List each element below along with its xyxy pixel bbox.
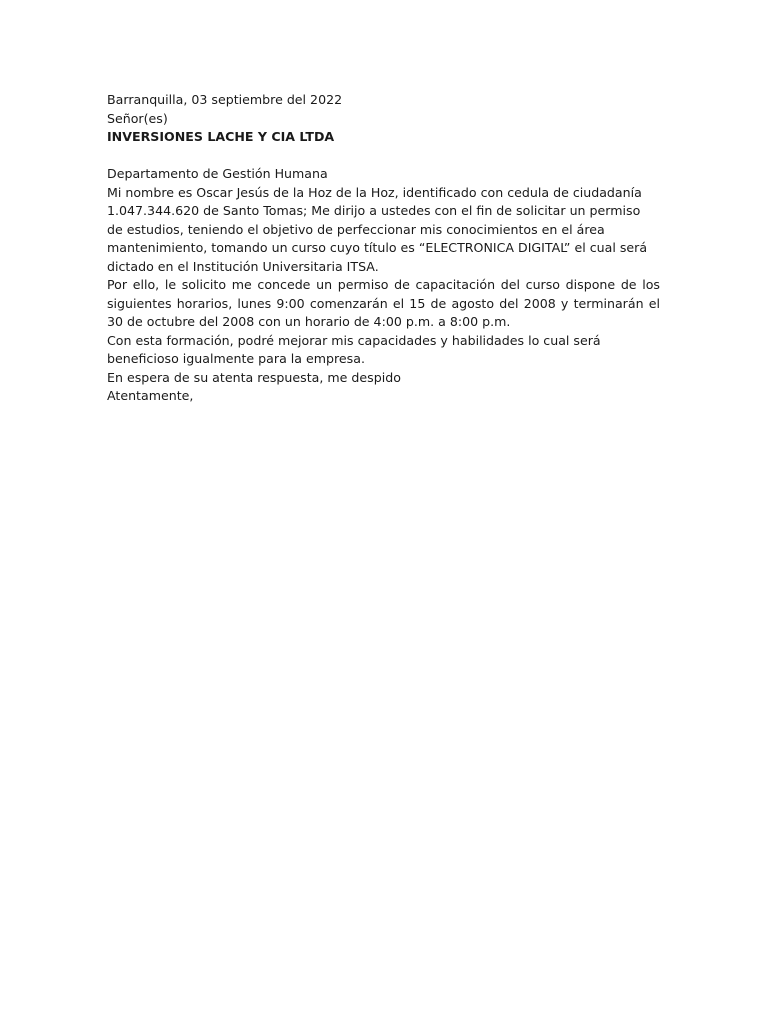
sign-off: Atentamente, bbox=[107, 388, 194, 403]
closing-line: En espera de su atenta respuesta, me despido bbox=[107, 369, 401, 385]
letter-body bbox=[107, 91, 660, 406]
paragraph-introduction: Mi nombre es Oscar Jesús de la Hoz de la Hoz, identificado con cedula de ciudadanía 1.047.344.620 de Santo Tomas; Me dirijo a ustedes con el fin de solicitar un permiso de estudios, teniendo el objetivo de perfeccionar mis conocimientos en el área mantenimiento, tomando un curso cuyo título es “ELECTRONICA DIGITAL” el cual será dictado en el Institución Universitaria ITSA. bbox=[107, 184, 648, 274]
paragraph-schedule: Por ello, le solicito me concede un permiso de capacitación del curso dispone de los siguientes horarios, lunes 9:00 comenzarán el 15 de agosto del 2008 y terminarán el 30 de octubre del 2008 con un horario de 4:00 p.m. a 8:00 p.m. bbox=[107, 277, 660, 329]
paragraph-benefit: Con esta formación, podré mejorar mis capacidades y habilidades lo cual será beneficioso igualmente para la empresa. bbox=[107, 332, 601, 366]
department-line: Departamento de Gestión Humana bbox=[107, 166, 328, 181]
salutation: Señor(es) bbox=[107, 110, 168, 126]
blank-line bbox=[107, 147, 660, 166]
company-name: INVERSIONES LACHE Y CIA LTDA bbox=[107, 129, 335, 144]
date-line: Barranquilla, 03 septiembre del 2022 bbox=[107, 92, 343, 107]
